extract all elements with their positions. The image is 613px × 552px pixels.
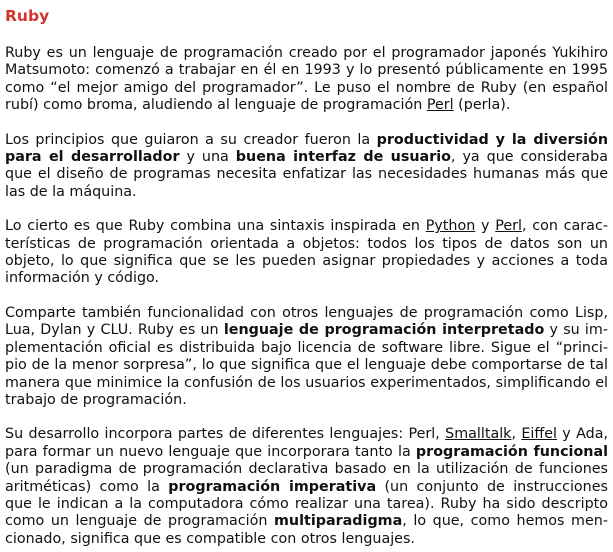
- text: (un paradigma de programación declarativa basado en la utilización de funciones aritméticas) como la: [5, 461, 608, 495]
- bold-functional: programación funcional: [415, 443, 608, 460]
- link-python[interactable]: Python: [425, 218, 476, 235]
- link-smalltalk[interactable]: Smalltalk: [445, 426, 512, 443]
- page-title: Ruby: [5, 7, 50, 25]
- text: , ya que consideraba que el diseño de programas necesita enfatizar las necesidades humanas más que las de la máquina.: [5, 149, 608, 200]
- paragraph-syntax: [5, 218, 608, 288]
- text: , con características de programación orientada a objetos: todos los tipos de datos son un objeto, lo que significa que se les pueden asignar propiedades y acciones a toda información y código.: [5, 218, 608, 287]
- text: Comparte también funcionalidad con otros lenguajes de programación como Lisp, Lua, Dylan y CLU. Ruby es un: [5, 304, 608, 339]
- text: y una: [179, 149, 236, 166]
- text: y su implementación oficial es distribuida bajo licencia de software libre. Sigue el “principio de la menor sorpresa”, lo que significa que el lenguaje debe comportarse de tal manera que minimice la confusión de los usuarios experimentados, simplificando el trabajo de programación.: [5, 322, 608, 408]
- text: , lo que, como hemos mencionado, significa que es compatible con otros lenguajes.: [5, 513, 609, 547]
- link-eiffel[interactable]: Eiffel: [521, 426, 557, 443]
- paragraph-development: [5, 426, 608, 548]
- bold-interpreted: lenguaje de programación interpretado: [223, 322, 545, 339]
- bold-imperative: programación imperativa: [168, 478, 377, 495]
- paragraph-functionality: [5, 305, 608, 409]
- text: Su desarrollo incorpora partes de diferentes lenguajes: Perl,: [5, 426, 446, 443]
- paragraph-intro: [5, 45, 608, 115]
- text: Ruby es un lenguaje de programación creado por el programador japonés Yukihiro Matsumoto: comenzó a trabajar en él en 1993 y lo presentó públicamente en 1995 como “el mejor amigo del programador”. Le puso el nombre de Ruby (en español rubí) como broma, aludiendo al lenguaje de programación: [5, 45, 608, 114]
- text: ,: [511, 426, 522, 443]
- bold-interface: buena interfaz de usuario: [235, 149, 451, 166]
- text: y Ada, para formar un nuevo lenguaje que incorporara tanto la: [5, 426, 609, 460]
- text: (un conjunto de instrucciones que le indican a la computadora cómo realizar una tarea). Ruby ha sido descripto como un lenguaje de programación: [5, 478, 608, 530]
- link-perl[interactable]: Perl: [426, 97, 454, 114]
- link-perl-2[interactable]: Perl: [495, 218, 522, 235]
- bold-multiparadigm: multiparadigma: [274, 513, 403, 530]
- text: y: [475, 218, 496, 235]
- text: Lo cierto es que Ruby combina una sintaxis inspirada en: [5, 218, 426, 235]
- bold-productivity: productividad y la diversión para el desarrollador: [5, 131, 608, 166]
- text: Los principios que guiaron a su creador fueron la: [5, 131, 377, 148]
- paragraph-principles: [5, 132, 608, 202]
- text: (perla).: [453, 97, 511, 114]
